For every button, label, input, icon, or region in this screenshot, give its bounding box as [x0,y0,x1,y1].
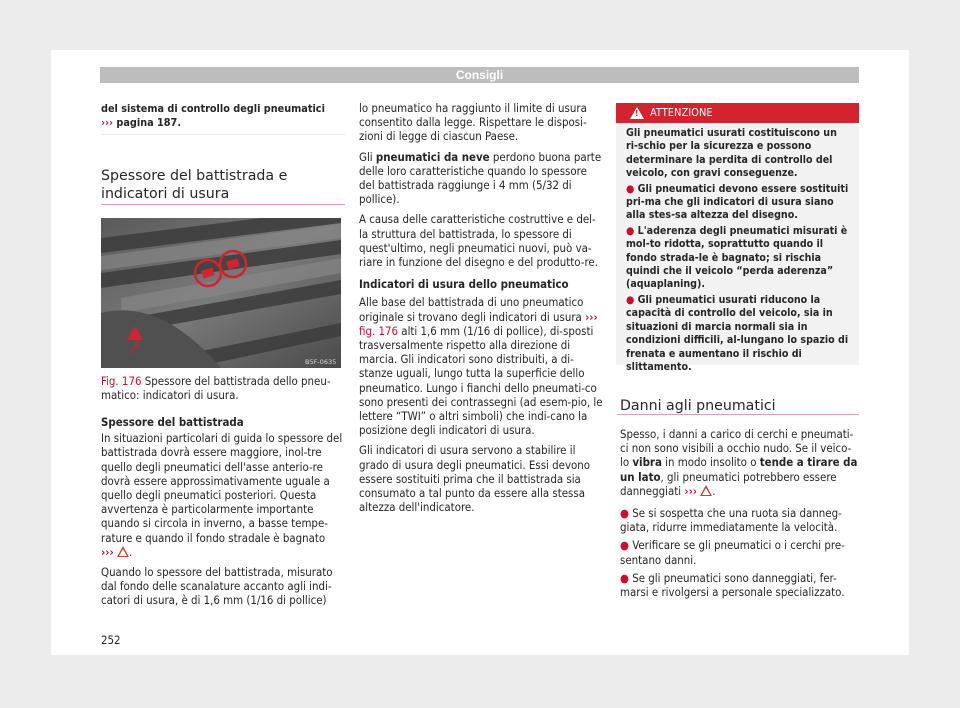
section-title-tread: Spessore del battistrada e indicatori di usura [101,168,288,202]
right-column [620,427,860,599]
section-divider-tread [101,204,345,205]
warning-bullet [626,183,849,223]
figure-caption [101,374,341,402]
figure-caption-text: Spessore del battistrada dello pneu-matico: indicatori di usura. [101,374,331,402]
intro-page-ref[interactable]: pagina 187. [116,116,182,129]
damage-bullet-text: Se si sospetta che una ruota sia danneg-giata, ridurre immediatamente la velocità. [620,506,842,535]
tread-para-1-end: . [128,544,133,559]
warning-header [616,103,859,123]
warning-bullet [626,294,849,374]
warning-bullet [626,225,849,292]
damage-para-1-end: . [712,483,716,498]
damage-para-1 [620,427,860,498]
mid-para-4-xref[interactable]: ››› [585,309,598,324]
warning-triangle-icon[interactable] [117,546,129,557]
mid-para-4-post: alti 1,6 mm (1/16 di pollice), di-sposti trasversalmente rispetto alla direzione di marcia. Gli indicatori sono distribuiti, a di-stanze uguali, lungo tutta la superficie dello pneumatico. Lungo i fianchi dello pneumati-co sono presenti dei contrassegni (ad esem-pio, le lettere “TWI” o altri simboli) che indi-cano la posizione degli indicatori di usura. [359,323,603,438]
warning-bullet-text: Gli pneumatici usurati riducono la capacità di controllo del veicolo, sia in situazioni di marcia normali sia in condizioni difficili, al-lungano lo spazio di frenata e aumentano il rischio di slittamento. [626,293,849,373]
mid-para-5: Gli indicatori di usura servono a stabilire il grado di usura degli pneumatici. Essi devono essere sostituiti prima che il battistrada sia consumato a tal punto da essere alla stessa altezza dell'indicatore. [359,443,591,515]
tread-para-1: In situazioni particolari di guida lo spessore del battistrada dovrà essere maggiore, inol-tre quello degli pneumatici dell'asse anterio-re dovrà essere approssimativamente uguale a quello degli pneumatici posteriori. Questa avvertenza è particolarmente importante quando si circola in inverno, a basse tempe-rature e quando il fondo stradale è bagnato [101,431,343,545]
page-number: 252 [101,633,121,647]
damage-para-1-b1: vibra [632,455,662,470]
bullet-dot-icon: ● [620,506,629,521]
warning-triangle-icon[interactable] [700,485,712,496]
damage-bullet-text: Se gli pneumatici sono danneggiati, fer-marsi e rivolgersi a personale specializzato. [620,570,845,600]
damage-bullet [620,506,860,534]
mid-para-4 [359,295,603,437]
section-divider-damage [617,414,859,415]
damage-para-1-c: in modo insolito o [661,455,760,470]
subhead-tread-depth: Spessore del battistrada [101,415,244,429]
damage-bullet-text: Verificare se gli pneumatici o i cerchi pre-sentano danni. [620,538,845,567]
damage-para-1-xref[interactable]: ››› [684,483,698,498]
warning-body [616,123,859,374]
twi-label: TWI [128,338,144,357]
figure-code: B5F-0635 [305,358,337,366]
warning-box [616,103,859,373]
warning-lead: Gli pneumatici usurati costituiscono un ri-schio per la sicurezza e possono determinare la perdita di controllo del veicolo, con gravi conseguenze. [626,127,837,180]
damage-bullet [620,538,860,566]
warning-bullet-text: L'aderenza degli pneumatici misurati è mol-to ridotta, soprattutto quando il fondo strada-le è bagnato; si rischia quindi che il veicolo “perda aderenza” (aquaplaning). [626,224,848,291]
damage-para-1-a: Spesso, i danni a carico di cerchi e pneumati-ci non sono visibili a occhio nudo. Se il veico-lo [620,427,854,470]
mid-para-2-pre: Gli [359,149,376,164]
bullet-dot-icon: ● [626,293,635,306]
damage-para-1-d: , gli pneumatici potrebbero essere danneggiati [620,469,837,498]
mid-para-4-pre: Alle base del battistrada di uno pneumatico originale si trovano degli indicatori di usura [359,295,586,324]
mid-para-2 [359,150,603,207]
middle-column [359,101,603,514]
chapter-header: Consigli [100,67,859,83]
tire-tread-figure [101,218,341,368]
warning-icon [630,107,644,119]
intro-divider [101,134,345,135]
bullet-dot-icon: ● [620,570,629,585]
damage-para-1-b2: tende a tirare da un lato [620,455,858,484]
intro-line: del sistema di controllo degli pneumatici [101,102,325,115]
bullet-dot-icon: ● [626,224,635,237]
left-column [101,102,346,130]
warning-title: ATTENZIONE [650,106,713,119]
tire-tread-illustration [101,218,341,368]
mid-para-1: lo pneumatico ha raggiunto il limite di usura consentito dalla legge. Rispettare le disposi-zioni di legge di ciascun Paese. [359,101,587,144]
figure-number: Fig. 176 [101,374,142,388]
mid-para-3: A causa delle caratteristiche costruttive e del-la struttura del battistrada, lo spessore di quest'ultimo, negli pneumatici nuovi, può va-riare in funzione del disegno e del produtto-re. [359,212,598,270]
bullet-dot-icon: ● [626,182,635,195]
subhead-wear-indicators: Indicatori di usura dello pneumatico [359,277,569,292]
intro-xref-arrows[interactable]: ››› [101,116,114,129]
bullet-dot-icon: ● [620,538,629,553]
mid-para-2-bold: pneumatici da neve [375,149,490,164]
tread-para-2: Quando lo spessore del battistrada, misurato dal fondo delle scanalature accanto agli indi-catori di usura, è di 1,6 mm (1/16 di pollice) [101,565,333,608]
damage-bullet [620,571,860,599]
mid-para-2-post: perdono buona parte delle loro caratteristiche quando lo spessore del battistrada raggiunge i 4 mm (5/32 di pollice). [359,149,602,207]
section-title-damage: Danni agli pneumatici [620,398,776,414]
warning-bullet-text: Gli pneumatici devono essere sostituiti pri-ma che gli indicatori di usura siano alla stes-sa altezza del disegno. [626,182,849,222]
tread-para-1-xref[interactable]: ››› [101,544,114,559]
left-column-body [101,415,346,608]
mid-para-4-fig-link[interactable]: fig. 176 [359,323,399,338]
